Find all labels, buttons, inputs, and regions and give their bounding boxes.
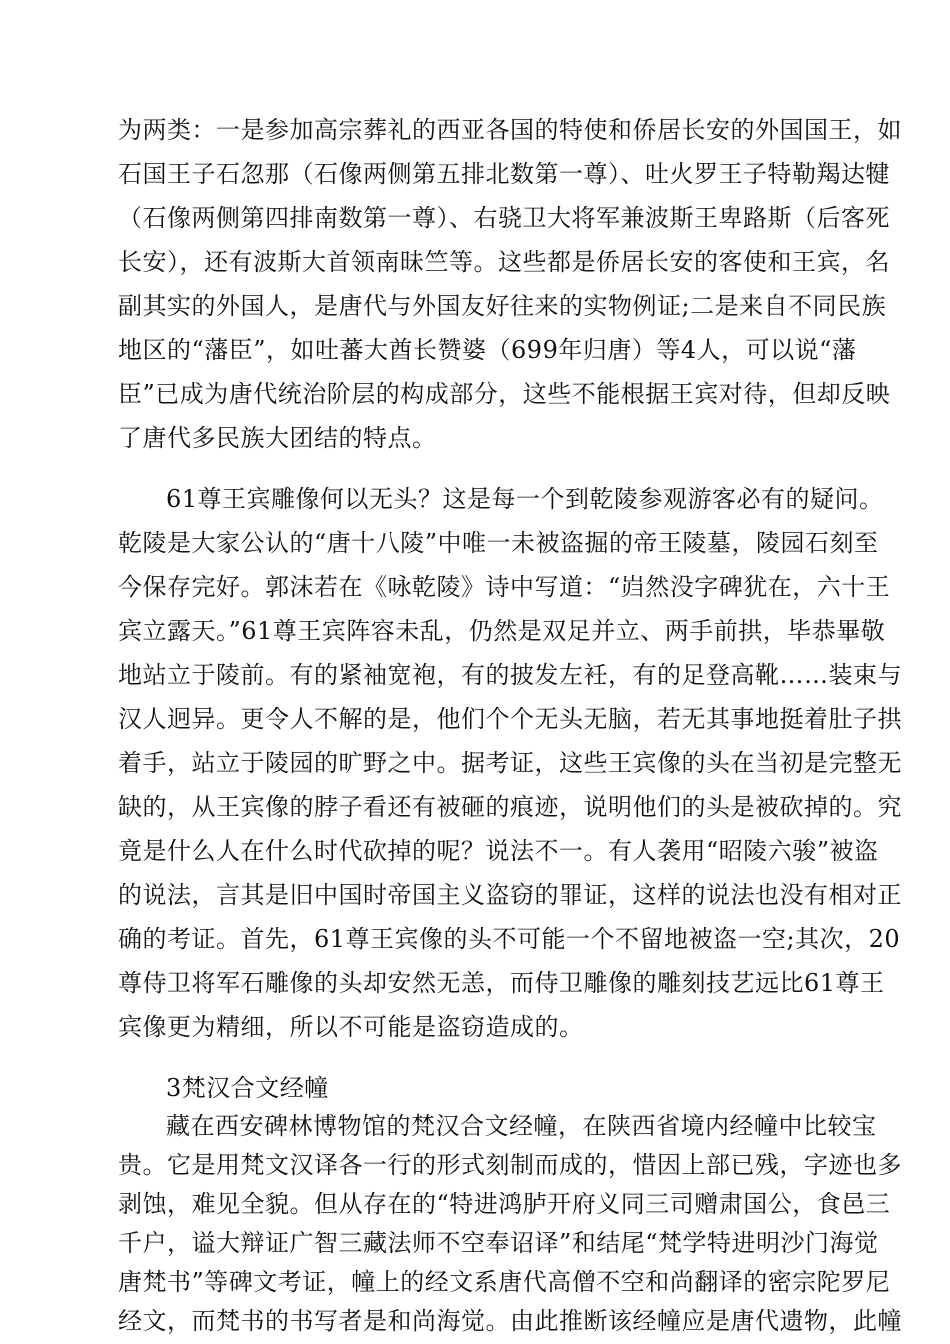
text-line: 乾陵是大家公认的“唐十八陵”中唯一未被盗掘的帝王陵墓，陵园石刻至 xyxy=(118,529,879,557)
text-line: 经文，而梵书的书写者是和尚海觉。由此推断该经幢应是唐代遗物，此幢 xyxy=(118,1307,902,1335)
text-line: 缺的，从王宾像的脖子看还有被砸的痕迹，说明他们的头是被砍掉的。究 xyxy=(118,793,902,821)
text-line: 剥蚀，难见全貌。但从存在的“特进鸿胪开府义同三司赠肃国公，食邑三 xyxy=(118,1190,891,1218)
text-line: 宾像更为精细，所以不可能是盗窃造成的。 xyxy=(118,1013,584,1041)
text-line: 宾立露天。”61尊王宾阵容未乱，仍然是双足并立、两手前拱，毕恭畢敬 xyxy=(118,617,886,645)
text-line: 为两类：一是参加高宗葬礼的西亚各国的特使和侨居长安的外国国王，如 xyxy=(118,116,902,144)
text-line: （石像两侧第四排南数第一尊）、右骁卫大将军兼波斯王卑路斯（后客死 xyxy=(118,204,890,232)
text-line: 竟是什么人在什么时代砍掉的呢？说法不一。有人袭用“昭陵六骏”被盗 xyxy=(118,837,879,865)
text-line: 地站立于陵前。有的紧袖宽袍，有的披发左衽，有的足登高靴……装束与 xyxy=(118,661,902,689)
text-line: 地区的“藩臣”，如吐蕃大酋长赞婆（699年归唐）等4人，可以说“藩 xyxy=(118,336,857,364)
text-line: 长安），还有波斯大首领南昧竺等。这些都是侨居长安的客使和王宾，名 xyxy=(118,248,890,276)
text-line: 61尊王宾雕像何以无头？这是每一个到乾陵参观游客必有的疑问。 xyxy=(166,485,884,513)
text-line: 臣”已成为唐代统治阶层的构成部分，这些不能根据王宾对待，但却反映 xyxy=(118,380,891,408)
text-line: 唐梵书”等碑文考证，幢上的经文系唐代高僧不空和尚翻译的密宗陀罗尼 xyxy=(118,1268,891,1296)
text-line: 石国王子石忽那（石像两侧第五排北数第一尊）、吐火罗王子特勒羯达犍 xyxy=(118,160,890,188)
text-line: 藏在西安碑林博物馆的梵汉合文经幢，在陕西省境内经幢中比较宝 xyxy=(166,1112,877,1140)
text-line: 今保存完好。郭沫若在《咏乾陵》诗中写道：“岿然没字碑犹在，六十王 xyxy=(118,573,891,601)
text-line: 的说法，言其是旧中国时帝国主义盗窃的罪证，这样的说法也没有相对正 xyxy=(118,881,902,909)
text-line: 贵。它是用梵文汉译各一行的形式刻制而成的，惜因上部已残，字迹也多 xyxy=(118,1151,902,1179)
text-line: 确的考证。首先，61尊王宾像的头不可能一个不留地被盗一空;其次，20 xyxy=(118,925,901,953)
text-line: 汉人迥异。更令人不解的是，他们个个无头无脑，若无其事地挺着肚子拱 xyxy=(118,705,902,733)
section-heading: 3梵汉合文经幢 xyxy=(166,1074,329,1102)
text-line: 千户，谥大辩证广智三藏法师不空奉诏译”和结尾“梵学特进明沙门海觉 xyxy=(118,1229,879,1257)
text-line: 副其实的外国人，是唐代与外国友好往来的实物例证;二是来自不同民族 xyxy=(118,292,887,320)
text-line: 着手，站立于陵园的旷野之中。据考证，这些王宾像的头在当初是完整无 xyxy=(118,749,902,777)
text-line: 了唐代多民族大团结的特点。 xyxy=(118,424,437,452)
text-line: 尊侍卫将军石雕像的头却安然无恙，而侍卫雕像的雕刻技艺远比61尊王 xyxy=(118,969,885,997)
